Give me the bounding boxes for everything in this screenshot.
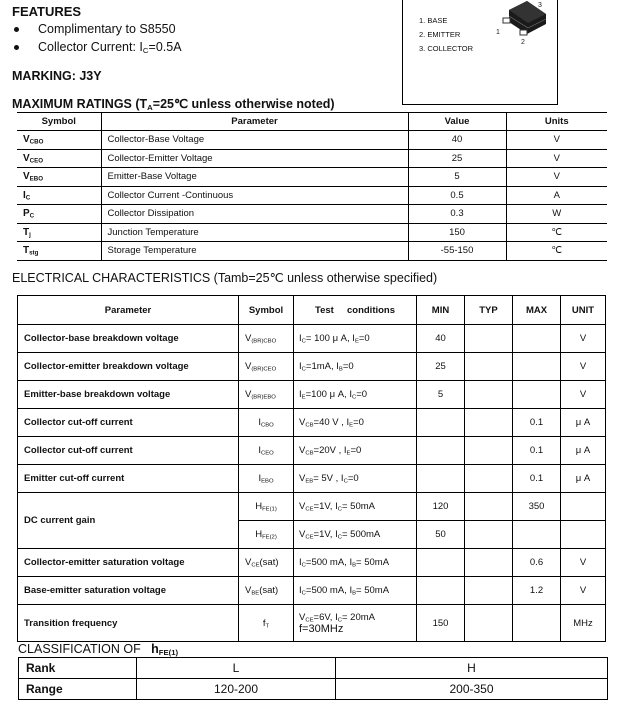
col-header: Parameter	[101, 113, 408, 131]
parameter-cell: Collector Dissipation	[101, 205, 408, 224]
classification-heading	[18, 642, 178, 656]
typ-cell	[465, 521, 513, 549]
parameter-cell: Collector-Emitter Voltage	[101, 149, 408, 168]
conditions-cell: $V_{CE}=1V$, $I_C= 50mA$	[294, 493, 417, 521]
parameter-cell: Collector-base breakdown voltage	[18, 325, 239, 353]
unit-cell: V	[561, 577, 606, 605]
symbol-cell: $V_{(BR)EBO}$	[239, 381, 294, 409]
typ-cell	[465, 493, 513, 521]
feature-item	[14, 40, 182, 54]
unit-cell: MHz	[561, 605, 606, 642]
symbol-cell: $I_{CEO}$	[239, 437, 294, 465]
unit-cell: V	[561, 325, 606, 353]
table-row	[18, 381, 606, 409]
pin-number: 2	[521, 39, 525, 46]
max-cell: 0.1	[513, 409, 561, 437]
value-cell: 5	[408, 168, 506, 187]
typ-cell	[465, 465, 513, 493]
unit-cell: V	[561, 353, 606, 381]
bullet-icon	[14, 45, 19, 50]
feature-value: =0.5A	[148, 40, 182, 54]
value-cell: 25	[408, 149, 506, 168]
table-row	[17, 242, 607, 261]
col-header: Parameter	[18, 296, 239, 325]
table-row	[18, 577, 606, 605]
typ-cell	[465, 353, 513, 381]
table-row	[17, 131, 607, 150]
typ-cell	[465, 549, 513, 577]
symbol-cell: $f_T$	[239, 605, 294, 642]
conditions-cell: $I_C=1mA$, $I_B=0$	[294, 353, 417, 381]
parameter-cell: DC current gain	[18, 493, 239, 549]
symbol-cell: $I_C$	[17, 186, 101, 205]
pin-label-collector: 3. COLLECTOR	[419, 44, 474, 53]
parameter-cell: Emitter cut-off current	[18, 465, 239, 493]
feature-sub: C	[142, 45, 149, 55]
symbol-cell: $V_{CEO}$	[17, 149, 101, 168]
symbol-cell: $P_C$	[17, 205, 101, 224]
range-cell: 200-350	[336, 679, 608, 700]
max-cell	[513, 381, 561, 409]
typ-cell	[465, 381, 513, 409]
conditions-cell: $V_{CB}=40$ V , $I_E=0$	[294, 409, 417, 437]
conditions-cell: $I_C=500$ mA, $I_B= 50mA$	[294, 577, 417, 605]
col-header: Units	[506, 113, 607, 131]
typ-cell	[465, 409, 513, 437]
pin-number: 3	[538, 2, 542, 9]
max-cell: 0.1	[513, 465, 561, 493]
max-cell: 0.1	[513, 437, 561, 465]
parameter-cell: Collector-emitter saturation voltage	[18, 549, 239, 577]
typ-cell	[465, 437, 513, 465]
parameter-cell: Storage Temperature	[101, 242, 408, 261]
min-cell	[417, 437, 465, 465]
value-cell: 150	[408, 223, 506, 242]
unit-cell: μ A	[561, 409, 606, 437]
row-label: Range	[19, 679, 137, 700]
max-cell	[513, 325, 561, 353]
unit-cell: μ A	[561, 437, 606, 465]
symbol-cell: $H_{FE(1)}$	[239, 493, 294, 521]
table-row	[18, 493, 606, 521]
feature-text: Collector Current: I	[38, 40, 143, 54]
rank-row	[19, 658, 608, 679]
table-row	[17, 186, 607, 205]
hfe-classification-table	[18, 657, 608, 700]
table-row	[18, 353, 606, 381]
typ-cell	[465, 605, 513, 642]
min-cell	[417, 577, 465, 605]
row-label: Rank	[19, 658, 137, 679]
sot23-package-icon	[491, 0, 551, 46]
parameter-cell: Base-emitter saturation voltage	[18, 577, 239, 605]
heading-text: CLASSIFICATION OF	[18, 642, 141, 656]
range-row	[19, 679, 608, 700]
table-row	[18, 325, 606, 353]
col-header: Symbol	[239, 296, 294, 325]
conditions-cell: $V_{EB}= 5V$ , $I_C=0$	[294, 465, 417, 493]
col-header: Symbol	[17, 113, 101, 131]
table-row	[17, 168, 607, 187]
symbol-cell: $V_{(BR)CEO}$	[239, 353, 294, 381]
unit-cell: V	[506, 149, 607, 168]
symbol-cell: $V_{CBO}$	[17, 131, 101, 150]
parameter-cell: Collector-emitter breakdown voltage	[18, 353, 239, 381]
table-row	[18, 465, 606, 493]
parameter-cell: Collector-Base Voltage	[101, 131, 408, 150]
parameter-cell: Junction Temperature	[101, 223, 408, 242]
unit-cell: μ A	[561, 465, 606, 493]
typ-cell	[465, 577, 513, 605]
electrical-heading: ELECTRICAL CHARACTERISTICS (Tamb=25℃ unless otherwise specified)	[12, 271, 438, 285]
symbol-cell: $T_j$	[17, 223, 101, 242]
max-cell: 0.6	[513, 549, 561, 577]
bullet-icon	[14, 27, 19, 32]
min-cell	[417, 465, 465, 493]
conditions-cell: $V_{CB}=20V$ , $I_E=0$	[294, 437, 417, 465]
unit-cell	[561, 521, 606, 549]
symbol-cell: $V_{CE}(sat)$	[239, 549, 294, 577]
max-cell	[513, 605, 561, 642]
unit-cell	[561, 493, 606, 521]
min-cell	[417, 409, 465, 437]
symbol-cell: $T_{stg}$	[17, 242, 101, 261]
min-cell: 40	[417, 325, 465, 353]
conditions-cell: $I_C=500$ mA, $I_B= 50mA$	[294, 549, 417, 577]
unit-cell: V	[506, 131, 607, 150]
unit-cell: ℃	[506, 223, 607, 242]
parameter-cell: Transition frequency	[18, 605, 239, 642]
parameter-cell: Emitter-base breakdown voltage	[18, 381, 239, 409]
max-cell: 1.2	[513, 577, 561, 605]
min-cell: 150	[417, 605, 465, 642]
symbol-cell: $I_{EBO}$	[239, 465, 294, 493]
max-cell: 350	[513, 493, 561, 521]
table-row	[18, 549, 606, 577]
typ-cell	[465, 325, 513, 353]
unit-cell: A	[506, 186, 607, 205]
table-row	[17, 205, 607, 224]
marking-label: MARKING: J3Y	[12, 69, 102, 83]
col-header: UNIT	[561, 296, 606, 325]
value-cell: 0.3	[408, 205, 506, 224]
min-cell: 25	[417, 353, 465, 381]
conditions-cell: $V_{CE}=6V$, $I_C= 20mA$ f=30MHz	[294, 605, 417, 642]
features-heading: FEATURES	[12, 4, 82, 19]
unit-cell: V	[506, 168, 607, 187]
electrical-characteristics-table	[17, 295, 606, 642]
value-cell: 40	[408, 131, 506, 150]
symbol-cell: $V_{EBO}$	[17, 168, 101, 187]
range-cell: 120-200	[137, 679, 336, 700]
unit-cell: W	[506, 205, 607, 224]
parameter-cell: Collector cut-off current	[18, 437, 239, 465]
pin-number: 1	[496, 29, 500, 36]
max-ratings-heading	[12, 96, 335, 111]
heading-symbol: h	[151, 642, 159, 656]
table-row	[17, 149, 607, 168]
package-diagram-box	[402, 0, 558, 105]
unit-cell: ℃	[506, 242, 607, 261]
max-cell	[513, 521, 561, 549]
conditions-cell: $I_C= 100$ μ A, $I_E=0$	[294, 325, 417, 353]
unit-cell: V	[561, 381, 606, 409]
min-cell	[417, 549, 465, 577]
parameter-cell: Collector Current -Continuous	[101, 186, 408, 205]
heading-sub: FE(1)	[158, 647, 179, 657]
value-cell: 0.5	[408, 186, 506, 205]
parameter-cell: Emitter-Base Voltage	[101, 168, 408, 187]
symbol-cell: $H_{FE(2)}$	[239, 521, 294, 549]
symbol-cell: $V_{BE}(sat)$	[239, 577, 294, 605]
col-header: TYP	[465, 296, 513, 325]
unit-cell: V	[561, 549, 606, 577]
feature-item	[14, 22, 176, 36]
value-cell: -55-150	[408, 242, 506, 261]
pin-label-emitter: 2. EMITTER	[419, 30, 461, 39]
conditions-cell: $I_E=100$ μ A, $I_C=0$	[294, 381, 417, 409]
min-cell: 120	[417, 493, 465, 521]
min-cell: 50	[417, 521, 465, 549]
max-cell	[513, 353, 561, 381]
heading-text: MAXIMUM RATINGS (T	[12, 97, 148, 111]
rank-cell: H	[336, 658, 608, 679]
feature-text: Complimentary to S8550	[38, 22, 176, 36]
col-header: Test conditions	[294, 296, 417, 325]
max-ratings-table	[17, 112, 607, 261]
symbol-cell: $V_{(BR)CBO}$	[239, 325, 294, 353]
heading-sub: A	[147, 102, 153, 112]
pin-label-base: 1. BASE	[419, 16, 448, 25]
heading-text: =25℃ unless otherwise noted)	[152, 97, 335, 111]
table-row	[18, 409, 606, 437]
min-cell: 5	[417, 381, 465, 409]
conditions-cell: $V_{CE}=1V$, $I_C= 500mA$	[294, 521, 417, 549]
col-header: MIN	[417, 296, 465, 325]
table-row	[17, 223, 607, 242]
table-row	[18, 605, 606, 642]
rank-cell: L	[137, 658, 336, 679]
parameter-cell: Collector cut-off current	[18, 409, 239, 437]
col-header: Value	[408, 113, 506, 131]
symbol-cell: $I_{CBO}$	[239, 409, 294, 437]
col-header: MAX	[513, 296, 561, 325]
table-row	[18, 437, 606, 465]
